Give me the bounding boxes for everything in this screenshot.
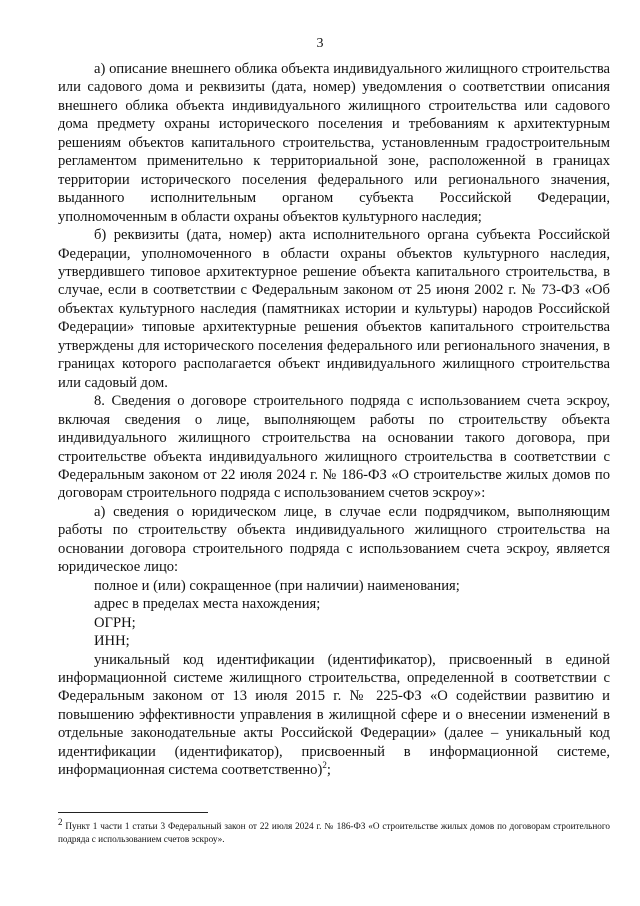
document-body bbox=[58, 60, 610, 780]
paragraph-unique-code bbox=[58, 651, 610, 780]
footnote-text: Пункт 1 части 1 статьи 3 Федеральный закон от 22 июля 2024 г. № 186-ФЗ «О строительстве жилых домов по договорам строительного подряда с использованием счетов эскроу». bbox=[58, 821, 611, 844]
unique-code-suffix: ; bbox=[326, 762, 331, 779]
footnote-separator bbox=[58, 812, 208, 813]
footnote bbox=[58, 816, 611, 846]
paragraph-requisites-act: б) реквизиты (дата, номер) акта исполнительного органа субъекта Российской Федерации, уполномоченного в области охраны объектов культурного наследия, утвердившего типовое архитектурное решение объекта капитального строительства, в случае, если в соответствии с Федеральным законом от 25 июня 2002 г. № 73-ФЗ «Об объектах культурного наследия (памятниках истории и культуры) народов Российской Федерации» типовые архитектурные решения объектов капитального строительства утверждены для исторического поселения федерального или регионального значения, в границах которого располагается объект индивидуального жилищного строительства или садовый дом. bbox=[58, 227, 610, 391]
paragraph-address: адрес в пределах места нахождения; bbox=[94, 596, 321, 613]
paragraph-ogrn: ОГРН; bbox=[94, 614, 136, 631]
page-number: 3 bbox=[316, 36, 324, 51]
footnote-reference: 2 bbox=[322, 760, 327, 771]
footnote-marker: 2 bbox=[58, 816, 63, 827]
paragraph-inn: ИНН; bbox=[94, 633, 130, 650]
unique-code-text: уникальный код идентификации (идентификатор), присвоенный в единой информационной системе жилищного строительства, определенной в соответствии с Федеральным законом от 13 июля 2015 г. № 225-ФЗ «О содействии развитию и повышению эффективности управления в жилищной сфере и о внесении изменений в отдельные законодательные акты Российской Федерации» (далее – уникальный код идентификации (идентификатор), присвоенный в информационной системе, информационная система соответственно) bbox=[58, 651, 610, 779]
footnote-text-line bbox=[58, 816, 611, 846]
paragraph-item-8-contract: 8. Сведения о договоре строительного подряда с использованием счета эскроу, включая сведения о лице, выполняющем работы по строительству объекта индивидуального жилищного строительства на основании такого договора, при строительстве объекта индивидуального жилищного строительства в соответствии с Федеральным законом от 22 июля 2024 г. № 186-ФЗ «О строительстве жилых домов по договорам строительного подряда с использованием счетов эскроу»: bbox=[58, 393, 610, 502]
paragraph-legal-entity-info: а) сведения о юридическом лице, в случае если подрядчиком, выполняющим работы по строительству объекта индивидуального жилищного строительства на основании договора строительного подряда с использованием счета эскроу, является юридическое лицо: bbox=[58, 503, 610, 576]
paragraph-full-name: полное и (или) сокращенное (при наличии) наименования; bbox=[94, 577, 460, 594]
paragraph-description-exterior: а) описание внешнего облика объекта индивидуального жилищного строительства или садового дома и реквизиты (дата, номер) уведомления о соответствии описания внешнего облика объекта индивидуального жилищного строительства или садового дома предмету охраны исторического поселения и требованиям к архитектурным решениям объектов капитального строительства, установленным градостроительным регламентом применительно к территориальной зоне, расположенной в границах территории исторического поселения федерального или регионального значения, выданного исполнительным органом субъекта Российской Федерации, уполномоченным в области охраны объектов культурного наследия; bbox=[58, 61, 610, 225]
